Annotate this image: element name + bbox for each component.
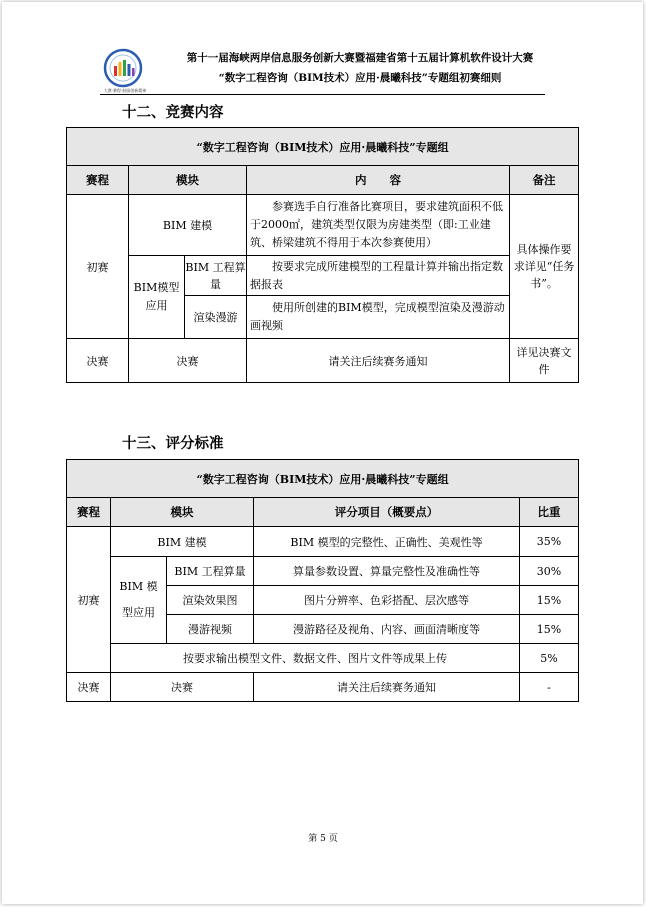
section-heading-competition-content: 十二、竞赛内容 (122, 104, 224, 121)
module-cell: BIM 建模 (111, 527, 254, 557)
criteria-cell: BIM 模型的完整性、正确性、美观性等 (254, 527, 520, 557)
weight-cell: 15% (520, 586, 579, 615)
table-title: “数字工程咨询（BIM技术）应用·晨曦科技”专题组 (67, 460, 579, 498)
criteria-cell: 按要求输出模型文件、数据文件、图片文件等成果上传 (111, 644, 520, 673)
column-header: 评分项目（概要点） (254, 498, 520, 527)
module-cell: 漫游视频 (167, 615, 254, 644)
competition-content-table (66, 127, 579, 383)
content-cell: 请关注后续赛务通知 (247, 339, 510, 383)
weight-cell: 30% (520, 557, 579, 586)
stage-cell: 决赛 (67, 673, 111, 702)
column-header: 比重 (520, 498, 579, 527)
column-header: 赛程 (67, 498, 111, 527)
header-divider (100, 94, 545, 95)
criteria-cell: 算量参数设置、算量完整性及准确性等 (254, 557, 520, 586)
scoring-criteria-table (66, 459, 579, 702)
content-cell: 参赛选手自行准备比赛项目，要求建筑面积不低于2000㎡，建筑类型仅限为房建类型（即:工业建筑、桥梁建筑不得用于本次参赛使用） (247, 195, 510, 256)
header-title-line1: 第十一届海峡两岸信息服务创新大赛暨福建省第十五届计算机软件设计大赛 (186, 52, 534, 64)
group-cell: BIM 模型应用 (111, 557, 167, 644)
criteria-cell: 请关注后续赛务通知 (254, 673, 520, 702)
weight-cell: - (520, 673, 579, 702)
page-number: 第 5 页 (308, 834, 338, 844)
weight-cell: 15% (520, 615, 579, 644)
module-cell: BIM 建模 (129, 195, 247, 256)
column-header: 模块 (111, 498, 254, 527)
weight-cell: 35% (520, 527, 579, 557)
column-header: 模块 (129, 166, 247, 195)
module-cell: 渲染效果图 (167, 586, 254, 615)
content-cell: 按要求完成所建模型的工程量计算并输出指定数据报表 (247, 256, 510, 296)
note-cell: 具体操作要求详见“任务书”。 (510, 195, 579, 339)
logo-caption: 大赛·赛程·鼓励创新精神 (103, 88, 147, 93)
module-cell: BIM 工程算量 (167, 557, 254, 586)
weight-cell: 5% (520, 644, 579, 673)
note-cell: 详见决赛文件 (510, 339, 579, 383)
table-title: “数字工程咨询（BIM技术）应用·晨曦科技”专题组 (67, 128, 579, 166)
section-heading-scoring-criteria: 十三、评分标准 (122, 435, 224, 452)
module-cell: 决赛 (111, 673, 254, 702)
criteria-cell: 漫游路径及视角、内容、画面清晰度等 (254, 615, 520, 644)
stage-cell: 初赛 (67, 527, 111, 673)
content-cell: 使用所创建的BIM模型，完成模型渲染及漫游动画视频 (247, 296, 510, 339)
stage-cell: 决赛 (67, 339, 129, 383)
group-cell: BIM模型应用 (129, 256, 185, 339)
module-cell: BIM 工程算量 (185, 256, 247, 296)
column-header: 赛程 (67, 166, 129, 195)
module-cell: 决赛 (129, 339, 247, 383)
criteria-cell: 图片分辨率、色彩搭配、层次感等 (254, 586, 520, 615)
column-header: 备注 (510, 166, 579, 195)
stage-cell: 初赛 (67, 195, 129, 339)
header-title-line2: “数字工程咨询（BIM技术）应用·晨曦科技”专题组初赛细则 (218, 72, 502, 84)
column-header: 内 容 (247, 166, 510, 195)
module-cell: 渲染漫游 (185, 296, 247, 339)
